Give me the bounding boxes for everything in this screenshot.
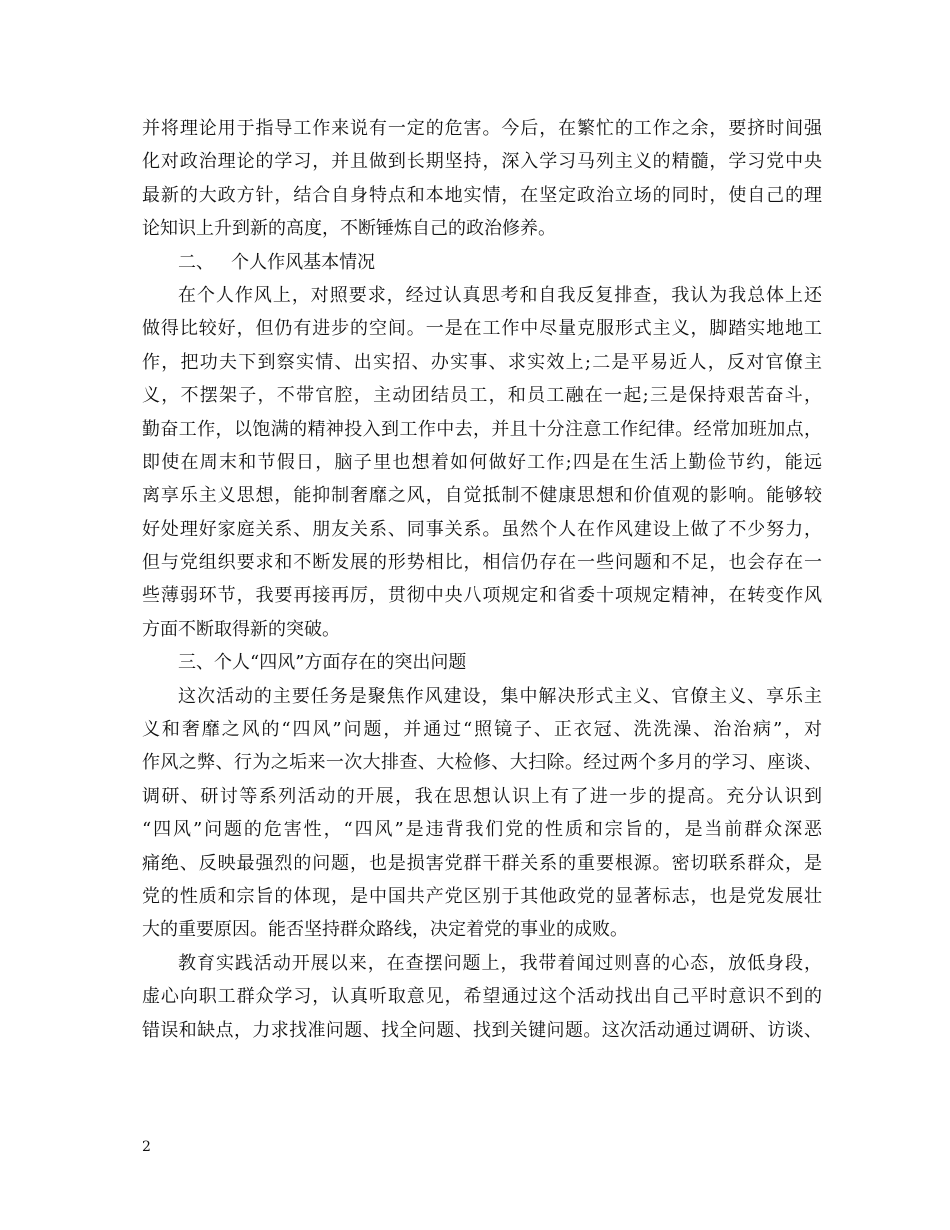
paragraph-3	[142, 680, 822, 947]
text-line: 勤奋工作，以饱满的精神投入到工作中去，并且十分注意工作纪律。经常加班加点，	[142, 418, 822, 440]
text-line: 化对政治理论的学习，并且做到长期坚持，深入学习马列主义的精髓，学习党中央	[142, 151, 822, 173]
text-line: 离享乐主义思想，能抑制奢靡之风，自觉抵制不健康思想和价值观的影响。能够较	[142, 485, 822, 507]
text-line: 并将理论用于指导工作来说有一定的危害。今后，在繁忙的工作之余，要挤时间强	[142, 118, 822, 139]
paragraph-2	[142, 279, 822, 646]
page-number: 2	[142, 1139, 151, 1155]
text-line: 但与党组织要求和不断发展的形势相比，相信仍存在一些问题和不足，也会存在一	[142, 552, 822, 574]
text-line: 些薄弱环节，我要再接再厉，贯彻中央八项规定和省委十项规定精神，在转变作风	[142, 585, 822, 607]
section-heading-2: 二、 个人作风基本情况	[178, 251, 376, 273]
section-heading-3: 三、个人“四风”方面存在的突出问题	[178, 652, 467, 674]
text-line: 论知识上升到新的高度，不断锤炼自己的政治修养。	[142, 218, 556, 240]
text-line: 做得比较好，但仍有进步的空间。一是在工作中尽量克服形式主义，脚踏实地地工	[142, 318, 822, 340]
text-line: 作，把功夫下到察实情、出实招、办实事、求实效上;二是平易近人，反对官僚主	[142, 351, 822, 373]
text-line: 教育实践活动开展以来，在查摆问题上，我带着闻过则喜的心态，放低身段，	[178, 952, 822, 974]
text-line: “四风”问题的危害性，“四风”是违背我们党的性质和宗旨的，是当前群众深恶	[142, 819, 822, 841]
paragraph-1	[142, 112, 822, 246]
text-line: 错误和缺点，力求找准问题、找全问题、找到关键问题。这次活动通过调研、访谈、	[142, 1019, 822, 1041]
text-line: 义，不摆架子，不带官腔，主动团结员工，和员工融在一起;三是保持艰苦奋斗，	[142, 385, 822, 407]
text-line: 义和奢靡之风的“四风”问题，并通过“照镜子、正衣冠、洗洗澡、治治病”，对	[142, 719, 822, 741]
text-line: 党的性质和宗旨的体现，是中国共产党区别于其他政党的显著标志，也是党发展壮	[142, 885, 822, 907]
text-line: 这次活动的主要任务是聚焦作风建设，集中解决形式主义、官僚主义、享乐主	[178, 685, 822, 707]
text-line: 虚心向职工群众学习，认真听取意见，希望通过这个活动找出自己平时意识不到的	[142, 986, 822, 1008]
text-line: 最新的大政方针，结合自身特点和本地实情，在坚定政治立场的同时，使自己的理	[142, 184, 822, 206]
text-line: 在个人作风上，对照要求，经过认真思考和自我反复排查，我认为我总体上还	[178, 284, 822, 306]
text-line: 即使在周末和节假日，脑子里也想着如何做好工作;四是在生活上勤俭节约，能远	[142, 451, 822, 473]
text-line: 作风之弊、行为之垢来一次大排查、大检修、大扫除。经过两个多月的学习、座谈、	[142, 752, 822, 774]
paragraph-4	[142, 947, 822, 1047]
text-line: 调研、研讨等系列活动的开展，我在思想认识上有了进一步的提高。充分认识到	[142, 785, 822, 807]
text-line: 大的重要原因。能否坚持群众路线，决定着党的事业的成败。	[142, 919, 628, 941]
text-line: 好处理好家庭关系、朋友关系、同事关系。虽然个人在作风建设上做了不少努力，	[142, 518, 822, 540]
document-body	[142, 112, 822, 1047]
text-line: 方面不断取得新的突破。	[142, 618, 340, 640]
text-line: 痛绝、反映最强烈的问题，也是损害党群干群关系的重要根源。密切联系群众，是	[142, 852, 822, 874]
